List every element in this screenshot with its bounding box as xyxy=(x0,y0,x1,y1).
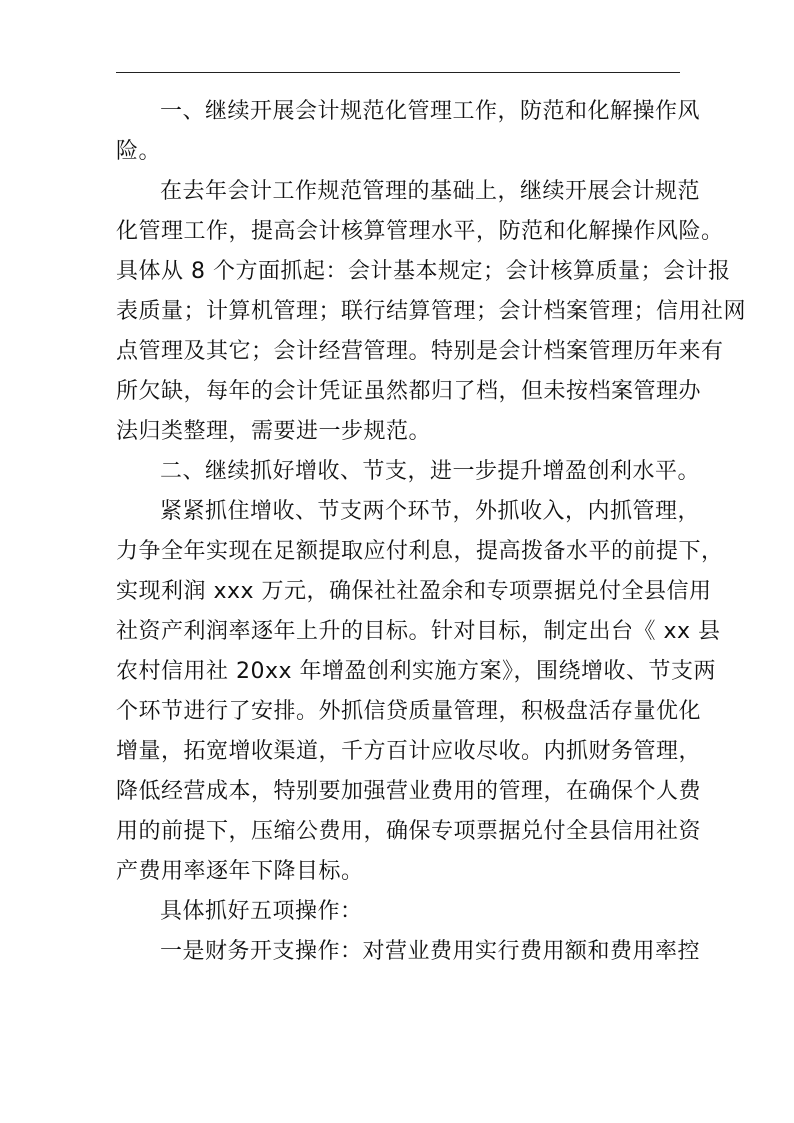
text-line: 个环节进行了安排。外抓信贷质量管理，积极盘活存量优化 xyxy=(116,699,702,724)
text-line: 农村信用社 20xx 年增盈创利实施方案》，围绕增收、节支两 xyxy=(116,659,717,684)
text-line: 实现利润 xxx 万元，确保社社盈余和专项票据兑付全县信用 xyxy=(116,579,712,604)
text-line: 在去年会计工作规范管理的基础上，继续开展会计规范 xyxy=(160,179,701,204)
text-line: 用的前提下，压缩公费用，确保专项票据兑付全县信用社资 xyxy=(116,819,702,844)
document-body xyxy=(116,92,747,972)
text-line: 具体抓好五项操作： xyxy=(160,899,363,924)
text-line: 紧紧抓住增收、节支两个环节，外抓收入，内抓管理， xyxy=(160,499,701,524)
text-line: 表质量；计算机管理；联行结算管理；会计档案管理；信用社网 xyxy=(116,299,747,324)
section-heading-2: 二、继续抓好增收、节支，进一步提升增盈创利水平。 xyxy=(160,459,701,484)
text-line: 降低经营成本，特别要加强营业费用的管理，在确保个人费 xyxy=(116,779,702,804)
section-heading-1: 一、继续开展会计规范化管理工作，防范和化解操作风 xyxy=(160,99,701,124)
text-line: 具体从 8 个方面抓起：会计基本规定；会计核算质量；会计报 xyxy=(116,259,731,284)
text-line: 力争全年实现在足额提取应付利息，提高拨备水平的前提下， xyxy=(116,539,724,564)
text-line: 所欠缺，每年的会计凭证虽然都归了档，但未按档案管理办 xyxy=(116,379,702,404)
text-line: 社资产利润率逐年上升的目标。针对目标，制定出台《 xx 县 xyxy=(116,619,721,644)
text-line: 一是财务开支操作：对营业费用实行费用额和费用率控 xyxy=(160,939,701,964)
text-line: 增量，拓宽增收渠道，千方百计应收尽收。内抓财务管理， xyxy=(116,739,702,764)
text-line: 产费用率逐年下降目标。 xyxy=(116,859,364,884)
text-line: 点管理及其它；会计经营管理。特别是会计档案管理历年来有 xyxy=(116,339,724,364)
text-line: 险。 xyxy=(116,139,162,164)
text-line: 法归类整理，需要进一步规范。 xyxy=(116,419,432,444)
text-line: 化管理工作，提高会计核算管理水平，防范和化解操作风险。 xyxy=(116,219,724,244)
header-divider xyxy=(116,72,680,73)
